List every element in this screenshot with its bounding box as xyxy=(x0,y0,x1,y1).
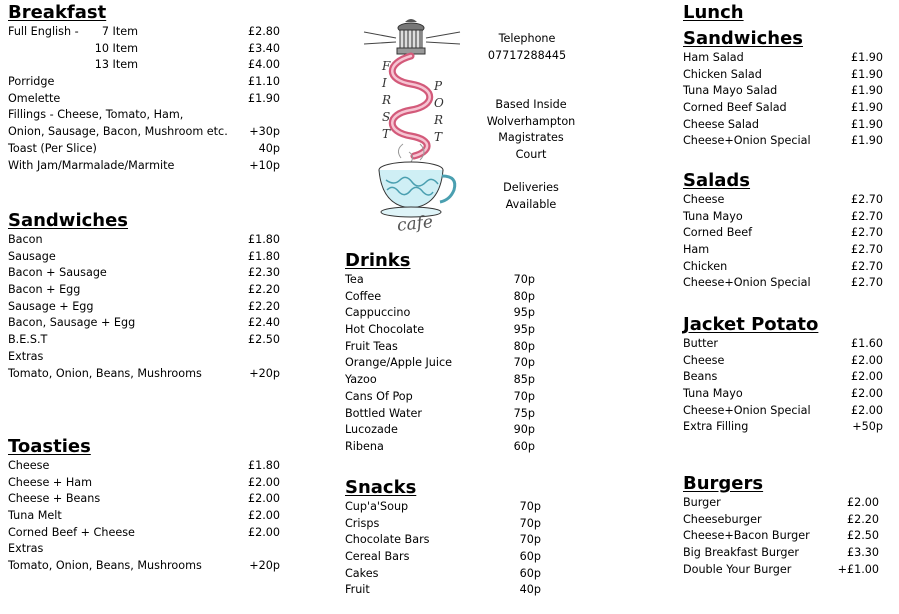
sandwiches-heading: Sandwiches xyxy=(8,210,129,231)
menu-item-price: £1.80 xyxy=(247,233,280,246)
menu-item-row xyxy=(683,495,879,512)
salads-list xyxy=(683,192,883,292)
menu-item-price: £2.00 xyxy=(247,525,280,539)
menu-item-price: £2.70 xyxy=(850,259,883,273)
menu-item-price: £1.90 xyxy=(850,117,883,131)
lunch-sandwiches-heading: Sandwiches xyxy=(683,28,804,49)
menu-item-name: Cereal Bars xyxy=(345,550,410,564)
menu-item-price: 60p xyxy=(519,550,541,564)
menu-item-row xyxy=(8,249,280,266)
menu-item-price: 70p xyxy=(519,533,541,547)
menu-item-name: Big Breakfast Burger xyxy=(683,546,800,560)
menu-item-row xyxy=(683,50,883,67)
menu-item-price: +£1.00 xyxy=(837,562,879,576)
menu-item-price: 85p xyxy=(513,373,535,387)
menu-item-row xyxy=(683,259,883,276)
menu-item-price: £1.90 xyxy=(850,101,883,115)
menu-item-price: 40p xyxy=(258,141,280,155)
menu-item-row xyxy=(8,232,280,249)
menu-item-name: Cheese xyxy=(8,459,50,472)
menu-item-row xyxy=(8,24,280,41)
menu-item-name: Ribena xyxy=(345,439,384,453)
drinks-heading: Drinks xyxy=(345,250,411,271)
menu-item-price: £2.40 xyxy=(247,316,280,330)
snacks-section xyxy=(345,477,541,599)
lunch-sandwiches-section xyxy=(683,2,883,150)
location-line: Magistrates xyxy=(498,131,564,144)
menu-item-row xyxy=(683,209,883,226)
menu-item-price: £2.00 xyxy=(850,387,883,401)
menu-item-price: £1.90 xyxy=(850,84,883,98)
burgers-heading: Burgers xyxy=(683,473,764,494)
menu-item-price: 70p xyxy=(513,356,535,370)
menu-item-price: £2.20 xyxy=(846,512,879,526)
snacks-heading: Snacks xyxy=(345,477,417,498)
menu-item-price: +50p xyxy=(852,420,883,434)
menu-item-name: Cheese xyxy=(683,193,725,206)
breakfast-list xyxy=(8,24,280,174)
menu-item-row xyxy=(8,74,280,91)
menu-item-price: £2.00 xyxy=(247,475,280,489)
menu-item-row xyxy=(8,299,280,316)
jacket-list xyxy=(683,336,883,436)
menu-item-row xyxy=(683,403,883,420)
menu-item-name: Toast (Per Slice) xyxy=(8,141,97,155)
menu-item-name: Cheese Salad xyxy=(683,117,759,131)
menu-item-row xyxy=(345,322,535,339)
menu-item-size: 13 Item xyxy=(94,58,138,72)
menu-item-row xyxy=(683,83,883,100)
menu-item-name: Fruit Teas xyxy=(345,339,398,353)
menu-item-price: £1.90 xyxy=(850,51,883,64)
menu-item-name: Onion, Sausage, Bacon, Mushroom etc. xyxy=(8,125,228,139)
menu-item-row xyxy=(345,355,535,372)
menu-item-name: Corned Beef Salad xyxy=(683,101,787,115)
menu-item-size: 10 Item xyxy=(94,41,138,55)
menu-item-name: Tuna Mayo xyxy=(683,387,743,401)
logo-letter: S xyxy=(382,110,391,124)
menu-item-row xyxy=(345,339,535,356)
menu-item-name: Chicken xyxy=(683,259,728,273)
menu-item-price: 90p xyxy=(513,423,535,437)
menu-item-price: £1.60 xyxy=(850,337,883,350)
menu-item-name: Cheese+Onion Special xyxy=(683,403,811,417)
menu-item-name: Lucozade xyxy=(345,423,398,437)
menu-item-name: Chicken Salad xyxy=(683,67,762,81)
menu-item-price: 70p xyxy=(513,273,535,286)
menu-item-name: Tuna Melt xyxy=(8,509,62,523)
menu-item-name: Hot Chocolate xyxy=(345,323,425,337)
menu-item-price: 70p xyxy=(513,389,535,403)
menu-item-name: Cheese xyxy=(683,353,725,367)
logo-letter: I xyxy=(382,76,387,90)
menu-item-name: Omelette xyxy=(8,91,61,105)
menu-item-row xyxy=(683,336,883,353)
menu-item-price: £2.80 xyxy=(247,25,280,38)
menu-item-price: £2.70 xyxy=(850,226,883,240)
telephone-number: 07717288445 xyxy=(487,48,567,62)
menu-item-name: Bacon, Sausage + Egg xyxy=(8,316,136,330)
logo-letter: F xyxy=(382,59,391,73)
menu-item-row xyxy=(8,124,280,141)
menu-item-row xyxy=(345,406,535,423)
menu-item-row xyxy=(8,332,280,349)
menu-item-price: £2.50 xyxy=(247,333,280,347)
menu-item-row xyxy=(345,516,541,533)
menu-item-name: Extra Filling xyxy=(683,420,749,434)
menu-item-price: £2.70 xyxy=(850,243,883,257)
menu-item-price: +20p xyxy=(249,559,280,573)
menu-item-name: Orange/Apple Juice xyxy=(345,356,453,370)
logo-letter: O xyxy=(434,96,444,110)
logo-cafe-text: cafe xyxy=(396,212,434,236)
menu-item-name: Bottled Water xyxy=(345,406,423,420)
burgers-section xyxy=(683,473,879,578)
menu-item-name: Fruit xyxy=(345,583,370,597)
menu-item-row xyxy=(345,422,535,439)
menu-item-price: £1.80 xyxy=(247,249,280,263)
menu-item-name: Cakes xyxy=(345,566,379,580)
menu-item-price: £2.00 xyxy=(850,353,883,367)
logo-letter: T xyxy=(382,127,391,141)
telephone-block xyxy=(480,31,574,64)
menu-item-row xyxy=(8,158,280,175)
menu-item-name: Cheese+Bacon Burger xyxy=(683,529,810,543)
menu-item-name: Cheese+Onion Special xyxy=(683,276,811,290)
menu-item-price: £2.70 xyxy=(850,209,883,223)
menu-item-name: Chocolate Bars xyxy=(345,533,430,547)
menu-item-row xyxy=(683,369,883,386)
menu-item-price: £2.70 xyxy=(850,276,883,290)
menu-item-row xyxy=(345,372,535,389)
menu-item-row xyxy=(8,491,280,508)
menu-item-price: £1.80 xyxy=(247,459,280,472)
menu-item-name: Cappuccino xyxy=(345,306,411,320)
location-line: Wolverhampton xyxy=(486,114,576,128)
menu-item-name: Burger xyxy=(683,496,721,509)
menu-item-row xyxy=(683,117,883,134)
menu-item-row xyxy=(8,315,280,332)
jacket-potato-section xyxy=(683,314,883,436)
menu-item-name: Tomato, Onion, Beans, Mushrooms xyxy=(8,366,202,380)
menu-item-price: £2.30 xyxy=(247,266,280,280)
location-line: Based Inside xyxy=(495,98,567,111)
menu-item-row xyxy=(683,562,879,579)
menu-item-price: £2.00 xyxy=(846,496,879,509)
menu-item-row xyxy=(8,282,280,299)
menu-item-price: £2.50 xyxy=(846,529,879,543)
logo-word-first xyxy=(382,58,396,143)
menu-item-name: Extras xyxy=(8,349,44,363)
menu-item-price: 95p xyxy=(513,306,535,320)
menu-item-size: 7 Item xyxy=(101,25,138,38)
menu-item-row xyxy=(8,508,280,525)
menu-item-row xyxy=(345,566,541,583)
menu-item-row xyxy=(683,192,883,209)
menu-item-price: £2.20 xyxy=(247,283,280,297)
menu-item-price: +20p xyxy=(249,366,280,380)
menu-item-row xyxy=(683,386,883,403)
menu-item-name: Cans Of Pop xyxy=(345,389,413,403)
menu-item-row xyxy=(683,545,879,562)
menu-item-row xyxy=(8,558,280,575)
menu-item-row xyxy=(8,91,280,108)
menu-item-name: Cheese+Onion Special xyxy=(683,134,811,148)
menu-item-price: 70p xyxy=(519,516,541,530)
menu-item-name: Ham xyxy=(683,243,710,257)
drinks-list xyxy=(345,272,535,456)
logo-letter: R xyxy=(434,113,444,127)
telephone-label: Telephone xyxy=(498,32,556,45)
menu-item-price: 60p xyxy=(519,566,541,580)
menu-item-price: £1.90 xyxy=(850,67,883,81)
menu-item-price: £3.40 xyxy=(247,41,280,55)
menu-item-row xyxy=(345,389,535,406)
menu-item-name: Corned Beef xyxy=(683,226,753,240)
menu-item-price: £2.00 xyxy=(247,509,280,523)
menu-item-price: £1.90 xyxy=(850,134,883,148)
lighthouse-lantern-icon xyxy=(364,19,460,54)
menu-item-price: +10p xyxy=(249,158,280,172)
menu-item-row xyxy=(683,512,879,529)
menu-item-name: Tomato, Onion, Beans, Mushrooms xyxy=(8,559,202,573)
salads-heading: Salads xyxy=(683,170,751,191)
menu-item-row xyxy=(8,541,280,558)
menu-item-row xyxy=(345,272,535,289)
menu-item-name: Sausage + Egg xyxy=(8,299,94,313)
menu-item-price: 95p xyxy=(513,323,535,337)
menu-item-name: Crisps xyxy=(345,516,380,530)
cafe-logo xyxy=(356,18,466,244)
menu-item-name: Fillings - Cheese, Tomato, Ham, xyxy=(8,108,184,122)
menu-item-name: Cheese + Ham xyxy=(8,475,93,489)
menu-item-name: Bacon xyxy=(8,233,43,246)
menu-item-row xyxy=(8,265,280,282)
menu-item-row xyxy=(683,133,883,150)
drinks-section xyxy=(345,250,535,456)
logo-letter: P xyxy=(434,79,443,93)
menu-item-row xyxy=(345,532,541,549)
menu-item-price: £2.00 xyxy=(850,403,883,417)
menu-item-name: Bacon + Sausage xyxy=(8,266,107,280)
menu-item-name: With Jam/Marmalade/Marmite xyxy=(8,158,175,172)
location-block xyxy=(482,97,580,163)
menu-item-price: 60p xyxy=(513,439,535,453)
menu-item-name: Cheeseburger xyxy=(683,512,762,526)
burgers-list xyxy=(683,495,879,578)
menu-item-row xyxy=(345,305,535,322)
menu-item-price: 70p xyxy=(519,500,541,513)
menu-item-row xyxy=(683,242,883,259)
snacks-list xyxy=(345,499,541,599)
toasties-heading: Toasties xyxy=(8,436,91,457)
salads-section xyxy=(683,170,883,292)
menu-item-price: £3.30 xyxy=(846,546,879,560)
menu-item-name: Beans xyxy=(683,370,718,384)
menu-item-name: Coffee xyxy=(345,289,382,303)
menu-item-name: Cup'a'Soup xyxy=(345,500,409,513)
menu-item-row xyxy=(345,499,541,516)
toasties-section xyxy=(8,436,280,575)
menu-item-row xyxy=(345,582,541,599)
menu-item-name: Bacon + Egg xyxy=(8,283,81,297)
menu-item-name: B.E.S.T xyxy=(8,333,48,347)
menu-item-row xyxy=(683,275,883,292)
delivery-block xyxy=(496,180,566,213)
menu-item-row xyxy=(8,349,280,366)
logo-letter: R xyxy=(382,93,392,107)
lunch-heading: Lunch xyxy=(683,2,744,23)
menu-item-row xyxy=(683,100,883,117)
sandwiches-section xyxy=(8,210,280,382)
menu-item-row xyxy=(8,366,280,383)
menu-item-name: Ham Salad xyxy=(683,51,744,64)
menu-item-price: £1.90 xyxy=(247,91,280,105)
menu-item-row xyxy=(8,57,280,74)
menu-item-name: Tea xyxy=(345,273,364,286)
menu-item-row xyxy=(683,67,883,84)
menu-item-name: Double Your Burger xyxy=(683,562,792,576)
menu-item-name: Full English - xyxy=(8,25,79,38)
menu-item-name: Butter xyxy=(683,337,719,350)
lunch-list xyxy=(683,50,883,150)
menu-item-price: 80p xyxy=(513,289,535,303)
logo-word-port xyxy=(434,78,448,146)
menu-item-price: £2.00 xyxy=(247,492,280,506)
menu-item-row xyxy=(8,475,280,492)
menu-item-name: Tuna Mayo xyxy=(683,209,743,223)
menu-item-row xyxy=(683,528,879,545)
menu-item-row xyxy=(8,41,280,58)
delivery-line: Available xyxy=(505,197,557,211)
menu-item-name: Extras xyxy=(8,542,44,556)
menu-item-row xyxy=(345,549,541,566)
menu-item-row xyxy=(683,353,883,370)
menu-item-row xyxy=(8,525,280,542)
menu-item-row xyxy=(8,458,280,475)
logo-letter: T xyxy=(434,130,443,144)
menu-item-price: +30p xyxy=(249,125,280,139)
menu-item-row xyxy=(683,419,883,436)
menu-item-row xyxy=(8,107,280,124)
breakfast-section xyxy=(8,2,280,174)
menu-item-row xyxy=(345,439,535,456)
menu-item-row xyxy=(345,289,535,306)
menu-item-name: Sausage xyxy=(8,249,56,263)
delivery-line: Deliveries xyxy=(503,181,559,194)
menu-item-price: £2.00 xyxy=(850,370,883,384)
menu-item-name: Corned Beef + Cheese xyxy=(8,525,135,539)
location-line: Court xyxy=(515,147,547,161)
menu-item-price: 80p xyxy=(513,339,535,353)
coffee-cup-icon xyxy=(379,162,455,217)
menu-item-price: 75p xyxy=(513,406,535,420)
menu-item-price: £1.10 xyxy=(247,75,280,89)
menu-item-row xyxy=(683,225,883,242)
menu-item-price: 40p xyxy=(519,583,541,597)
jacket-potato-heading: Jacket Potato xyxy=(683,314,819,335)
menu-item-name: Cheese + Beans xyxy=(8,492,101,506)
sandwiches-list xyxy=(8,232,280,382)
cafe-logo-illustration xyxy=(356,18,466,240)
menu-item-price: £2.70 xyxy=(850,193,883,206)
breakfast-heading: Breakfast xyxy=(8,2,107,23)
menu-item-price: £4.00 xyxy=(247,58,280,72)
menu-item-name: Porridge xyxy=(8,75,55,89)
menu-item-row xyxy=(8,141,280,158)
menu-item-price: £2.20 xyxy=(247,299,280,313)
toasties-list xyxy=(8,458,280,575)
menu-item-name: Tuna Mayo Salad xyxy=(683,84,778,98)
menu-item-name: Yazoo xyxy=(345,373,377,387)
